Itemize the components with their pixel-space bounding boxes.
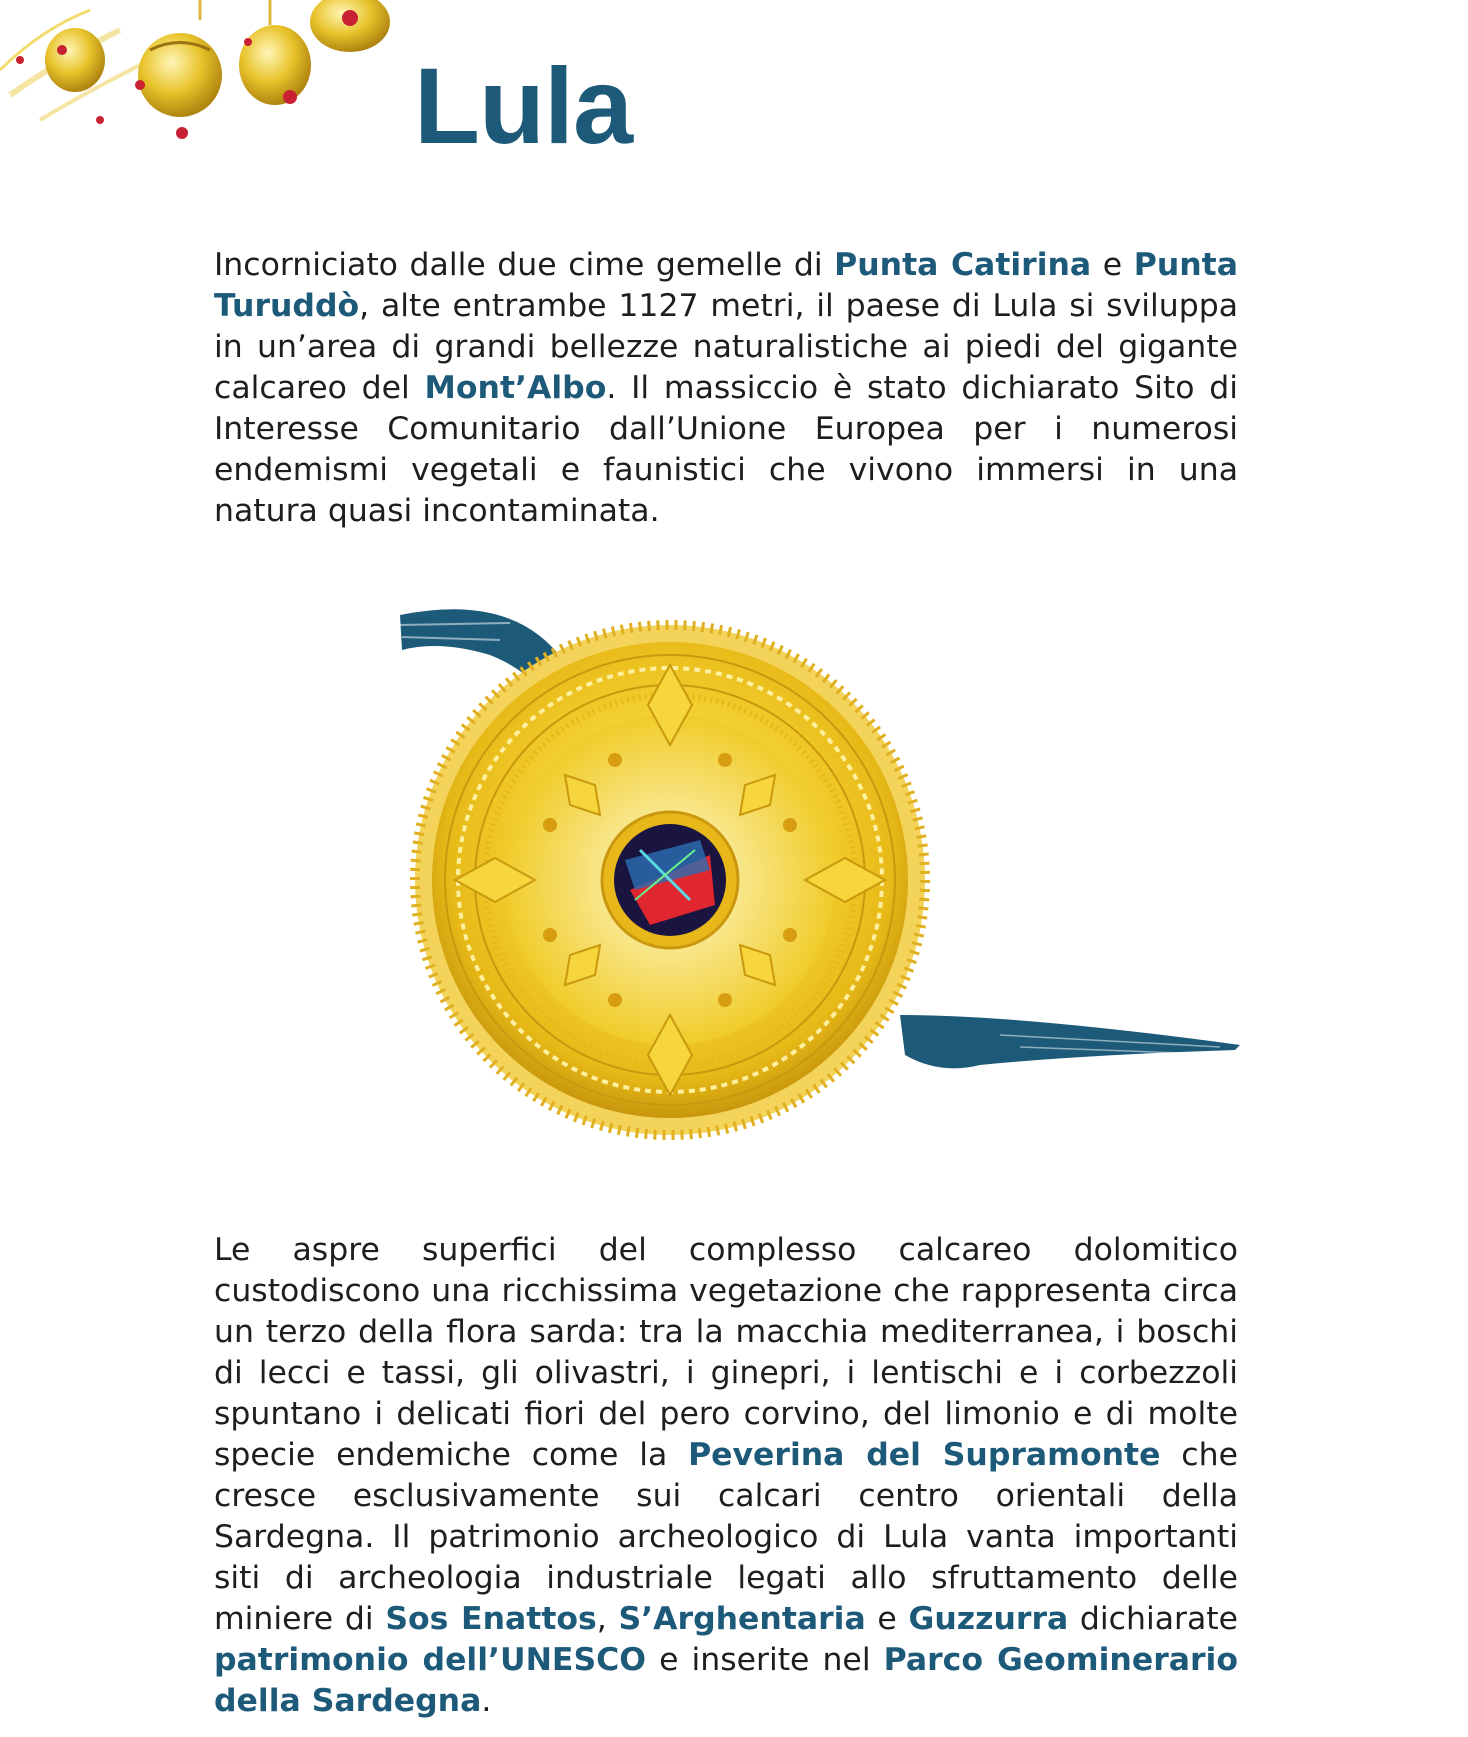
highlight-mont-albo: Mont’Albo	[424, 370, 607, 406]
highlight-sos-enattos: Sos Enattos	[385, 1601, 597, 1637]
gold-filigree-medallion	[380, 595, 1250, 1155]
intro-paragraph: Incorniciato dalle due cime gemelle di Punta Catirina e Punta Turuddò, alte entrambe 1127 metri, il paese di Lula si sviluppa in un’area di grandi bellezze naturalistiche ai piedi del gigante calcareo del Mont’Albo. Il massiccio è stato dichiarato Sito di Interesse Comunitario dall’Unione Europea per i numerosi endemismi vegetali e faunistici che vivono immersi in una natura quasi incontaminata.	[214, 247, 1238, 529]
highlight-unesco: patrimonio dell’UNESCO	[214, 1642, 647, 1678]
highlight-parco-geominerario: Parco Geominerario della Sardegna	[214, 1642, 1238, 1719]
highlight-sarghentaria: S’Arghentaria	[618, 1601, 866, 1637]
body-paragraph: Le aspre superfici del complesso calcareo dolomitico custodiscono una ricchissima vegetazione che rappresenta circa un terzo della flora sarda: tra la macchia mediterranea, i boschi di lecci e tassi, gli olivastri, i ginepri, i lentischi e i corbezzoli spuntano i delicati fiori del pero corvino, del limonio e di molte specie endemiche come la Peverina del Supramonte che cresce esclusivamente sui calcari centro orientali della Sardegna. Il patrimonio archeologico di Lula vanta importanti siti di archeologia industriale legati allo sfruttamento delle miniere di Sos Enattos, S’Arghentaria e Guzzurra dichiarate patrimonio dell’UNESCO e inserite nel Parco Geominerario della Sardegna.	[214, 1232, 1239, 1719]
highlight-punta-turuddo: Punta Turuddò	[214, 247, 1238, 324]
highlight-guzzurra: Guzzurra	[908, 1601, 1069, 1637]
gold-pendants-illustration	[0, 0, 400, 150]
highlight-peverina: Peverina del Supramonte	[688, 1437, 1161, 1473]
highlight-punta-catirina: Punta Catirina	[834, 247, 1092, 283]
page-title: Lula	[414, 45, 633, 166]
